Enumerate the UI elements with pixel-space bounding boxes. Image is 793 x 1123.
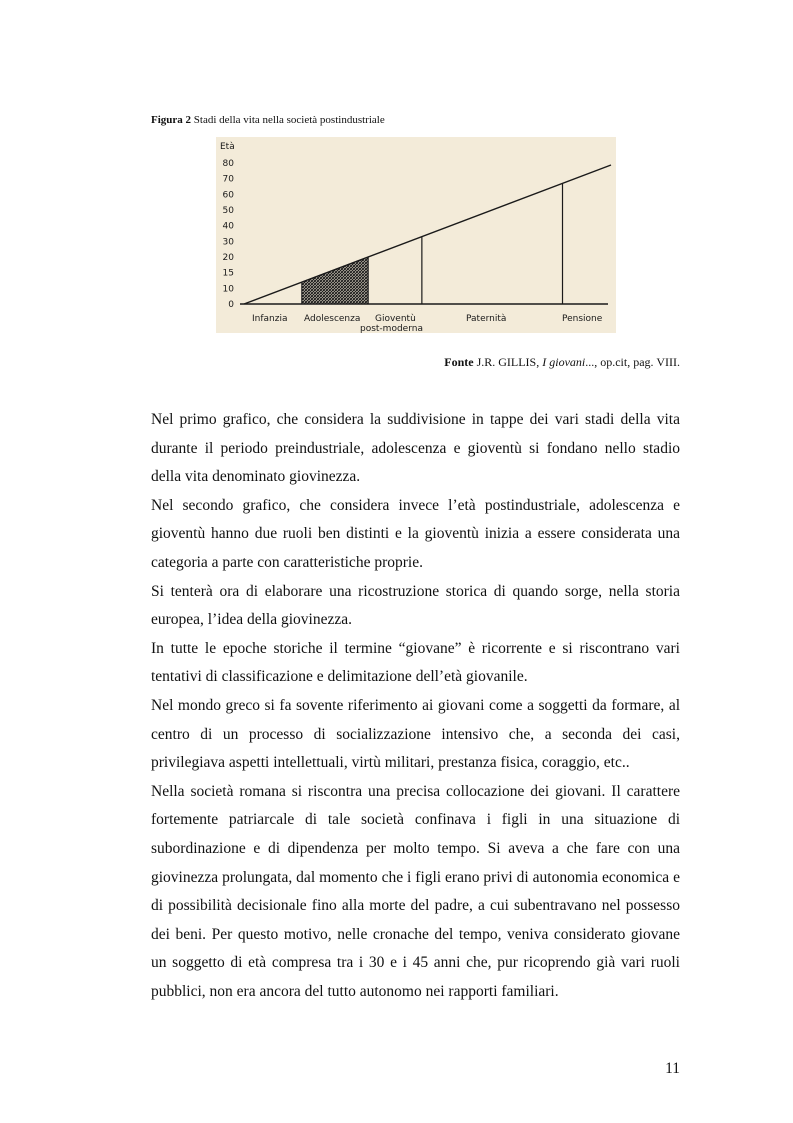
figure-caption: [151, 114, 385, 126]
y-tick-label: 15: [222, 268, 234, 279]
y-tick-label: 0: [228, 300, 234, 310]
stage-label-pensione: Pensione: [562, 314, 603, 324]
y-tick-label: 50: [222, 206, 234, 216]
body-text: [151, 406, 680, 1006]
source-title: I giovani: [542, 355, 586, 369]
source-label: Fonte: [444, 355, 474, 369]
paragraph: In tutte le epoche storiche il termine “giovane” è ricorrente e si riscontrano vari tentativi di classificazione e delimitazione dell’età giovanile.: [151, 639, 680, 686]
y-tick-label: 10: [222, 284, 234, 295]
chart-svg: [216, 137, 616, 333]
figure-title: Stadi della vita nella società postindustriale: [193, 114, 385, 126]
paragraph: Si tenterà ora di elaborare una ricostruzione storica di quando sorge, nella storia europea, l’idea della giovinezza.: [151, 582, 680, 629]
life-stages-chart: [216, 137, 616, 333]
y-tick-label: 20: [222, 253, 234, 263]
page-number: 11: [665, 1060, 680, 1077]
stage-label-postmoderna: post-moderna: [360, 324, 423, 333]
paragraph: Nel primo grafico, che considera la suddivisione in tappe dei vari stadi della vita durante il periodo preindustriale, adolescenza e gioventù si fondano nello stadio della vita denominato giovinezza.: [151, 411, 680, 486]
y-tick-label: 40: [222, 221, 234, 232]
y-tick-label: 60: [222, 190, 234, 201]
stage-label-infanzia: Infanzia: [252, 314, 288, 324]
stage-label-paternita: Paternità: [466, 314, 507, 324]
stage-label-gioventu: Gioventù: [375, 314, 416, 324]
source-author: J.R. GILLIS,: [476, 355, 540, 369]
y-tick-label: 70: [222, 174, 234, 185]
source-rest: ..., op.cit, pag. VIII.: [585, 355, 680, 369]
y-tick-label: 30: [222, 237, 234, 248]
y-axis-label: Età: [220, 142, 235, 152]
paragraph: Nel mondo greco si fa sovente riferimento ai giovani come a soggetti da formare, al centro di un processo di socializzazione intensivo che, a seconda dei casi, privilegiava aspetti intellettuali, virtù militari, prestanza fisica, coraggio, etc..: [151, 696, 680, 772]
figure-source: [444, 355, 680, 370]
paragraph: Nel secondo grafico, che considera invece l’età postindustriale, adolescenza e gioventù hanno due ruoli ben distinti e la gioventù inizia a essere considerata una categoria a parte con caratteristiche proprie.: [151, 496, 680, 571]
paragraph: Nella società romana si riscontra una precisa collocazione dei giovani. Il carattere fortemente patriarcale di tale società confinava i figli in una situazione di subordinazione e di dipendenza per molto tempo. Si aveva a che fare con una giovinezza prolungata, dal momento che i figli erano privi di autonomia economica e di possibilità decisionale fino alla morte del padre, a cui subentravano nel possesso dei beni. Per questo motivo, nelle cronache del tempo, veniva considerato giovane un soggetto di età compresa tra i 30 e i 45 anni che, pur ricoprendo già vari ruoli pubblici, non era ancora del tutto autonomo nei rapporti familiari.: [151, 782, 680, 1000]
stage-label-adolescenza: Adolescenza: [304, 314, 361, 324]
y-tick-label: 80: [222, 159, 234, 169]
figure-label: Figura 2: [151, 114, 192, 126]
